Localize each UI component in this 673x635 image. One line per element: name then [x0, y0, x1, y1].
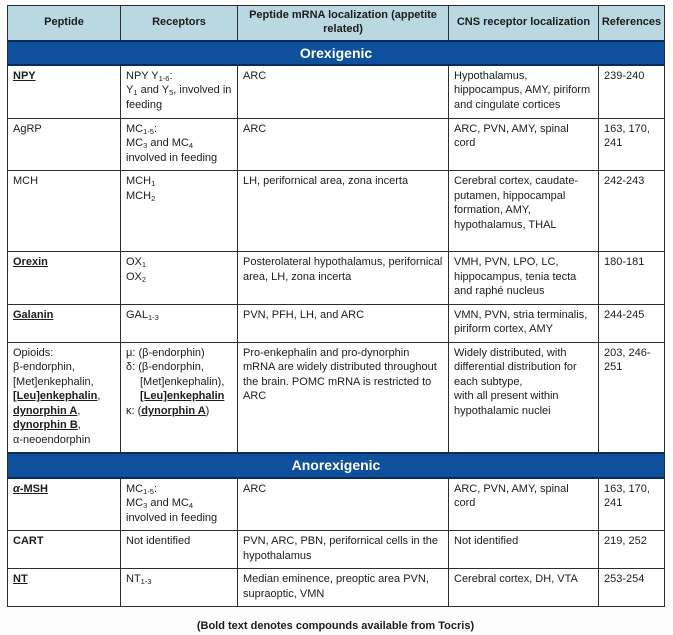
subscript-text: 5	[169, 88, 174, 98]
text-segment: OX	[126, 256, 142, 269]
cell-npy-references	[599, 65, 665, 118]
table-row-alpha-msh	[8, 478, 665, 531]
text-segment: α-neoendorphin	[13, 433, 91, 446]
cell-agrp-receptors	[121, 118, 238, 171]
column-header-mrna-localization: Peptide mRNA localization (appetite related)	[238, 6, 449, 41]
cell-line	[243, 534, 443, 563]
cell-orexin-receptors	[121, 252, 238, 305]
text-segment: Not identified	[454, 535, 519, 548]
cell-line	[243, 308, 443, 323]
text-segment: LH, perifornical area, zona incerta	[243, 175, 409, 188]
text-segment: Y	[126, 84, 134, 97]
cell-line	[454, 572, 593, 587]
cell-line	[604, 308, 659, 323]
text-segment: GAL	[126, 308, 149, 321]
section-row-orexigenic	[8, 41, 665, 65]
text-segment: VMN, PVN, stria terminalis, piriform cortex, AMY	[454, 308, 588, 336]
text-segment: ,	[77, 419, 81, 432]
text-segment: α	[13, 482, 20, 495]
cell-line	[126, 482, 232, 497]
cell-line	[126, 174, 232, 189]
cell-line	[604, 174, 659, 189]
text-segment: ,	[97, 390, 101, 403]
section-title: Anorexigenic	[8, 453, 665, 477]
cell-line	[126, 389, 232, 404]
text-segment: [Met]enkephalin),	[140, 375, 225, 388]
cell-cart-references	[599, 531, 665, 569]
table-row-npy	[8, 65, 665, 118]
cell-line	[13, 404, 115, 419]
cell-galanin-mrna-localization	[238, 304, 449, 342]
subscript-text: 1-5	[143, 486, 154, 496]
text-segment: Hypothalamus, hippocampus, AMY, piriform and cingulate cortices	[454, 69, 591, 111]
cell-alpha-msh-cns-receptor-localization	[449, 478, 599, 531]
column-header-references: References	[599, 6, 665, 41]
cell-npy-cns-receptor-localization	[449, 65, 599, 118]
subscript-text: 2	[141, 274, 147, 284]
text-segment: MCH	[126, 189, 152, 202]
cell-mch-references	[599, 171, 665, 252]
text-segment: δ: (β-endorphin,	[126, 361, 204, 374]
text-segment: and Y	[137, 84, 170, 97]
cell-galanin-peptide	[8, 304, 121, 342]
footnote: (Bold text denotes compounds available from Tocris)	[196, 620, 475, 633]
cell-mch-peptide	[8, 171, 121, 252]
text-segment: ARC	[243, 482, 267, 495]
text-segment: :	[169, 69, 173, 82]
cell-line	[454, 174, 593, 232]
text-segment: Pro-enkephalin and pro-dynorphin mRNA are widely distributed throughout the brain. POMC mRNA is restricted to ARC	[243, 346, 437, 403]
text-segment: )	[205, 404, 210, 417]
text-segment: involved in feeding	[126, 151, 218, 164]
text-segment: 253-254	[604, 573, 645, 586]
cell-opioids-peptide	[8, 342, 121, 453]
table-row-mch	[8, 171, 665, 252]
cell-cart-mrna-localization	[238, 531, 449, 569]
cell-line	[243, 346, 443, 404]
text-segment: μ: (β-endorphin)	[126, 346, 205, 359]
text-segment: 163, 170, 241	[604, 482, 650, 510]
table-row-nt	[8, 569, 665, 607]
subscript-text: 3	[143, 501, 148, 511]
text-segment: involved in feeding	[126, 511, 218, 524]
text-segment: NPY	[13, 69, 36, 82]
text-segment: Galanin	[13, 308, 54, 321]
cell-line	[126, 308, 232, 323]
cell-line	[13, 122, 115, 137]
text-segment: Median eminence, preoptic area PVN, supraoptic, VMN	[243, 573, 429, 600]
subscript-text: 1-3	[140, 577, 152, 587]
text-segment: MC	[126, 122, 144, 135]
text-segment: Cerebral cortex, DH, VTA	[454, 573, 578, 586]
cell-line	[13, 572, 115, 587]
cell-line	[604, 69, 659, 84]
cell-line	[126, 83, 232, 112]
cell-line	[243, 572, 443, 601]
text-segment: ARC	[243, 122, 267, 135]
cell-line	[126, 404, 232, 419]
cell-orexin-references	[599, 252, 665, 305]
text-segment: ARC	[243, 69, 267, 82]
text-segment: 239-240	[604, 69, 645, 82]
cell-line	[454, 346, 593, 390]
cell-npy-receptors	[121, 65, 238, 118]
cell-line	[126, 534, 232, 549]
column-header-peptide: Peptide	[8, 6, 121, 41]
subscript-text: 1-3	[148, 312, 159, 322]
cell-line	[13, 389, 115, 404]
table-head	[8, 6, 665, 41]
cell-alpha-msh-peptide	[8, 478, 121, 531]
text-segment: and MC	[147, 137, 189, 150]
section-title: Orexigenic	[8, 41, 665, 65]
cell-line	[454, 534, 593, 549]
subscript-text: 1	[151, 179, 156, 189]
cell-line	[13, 308, 115, 323]
cell-cart-peptide	[8, 531, 121, 569]
cell-galanin-receptors	[121, 304, 238, 342]
cell-line	[454, 232, 593, 246]
cell-line	[243, 174, 443, 189]
table-row-agrp	[8, 118, 665, 171]
text-segment: dynorphin B	[13, 419, 78, 432]
cell-agrp-peptide	[8, 118, 121, 171]
text-segment: Widely distributed, with differential distribution for each subtype,	[454, 346, 577, 388]
cell-line	[604, 122, 659, 151]
cell-npy-mrna-localization	[238, 65, 449, 118]
cell-alpha-msh-receptors	[121, 478, 238, 531]
text-segment: with all present within hypothalamic nuclei	[454, 390, 559, 417]
text-segment: :	[153, 482, 158, 495]
cell-line	[454, 122, 593, 151]
cell-opioids-references	[599, 342, 665, 453]
cell-line	[454, 389, 593, 418]
header-row	[8, 6, 665, 41]
column-header-receptors: Receptors	[121, 6, 238, 41]
cell-npy-peptide	[8, 65, 121, 118]
cell-opioids-mrna-localization	[238, 342, 449, 453]
cell-line	[13, 360, 115, 375]
subscript-text: 4	[188, 141, 194, 151]
cell-alpha-msh-mrna-localization	[238, 478, 449, 531]
table-row-orexin	[8, 252, 665, 305]
cell-line	[13, 255, 115, 270]
cell-line	[13, 174, 115, 189]
cell-line	[13, 375, 115, 390]
cell-orexin-mrna-localization	[238, 252, 449, 305]
cell-line	[243, 122, 443, 137]
text-segment: dynorphin A	[13, 404, 78, 417]
text-segment: 203, 246-251	[604, 346, 651, 374]
table-row-opioids	[8, 342, 665, 453]
cell-line	[126, 270, 232, 285]
cell-line	[243, 69, 443, 84]
cell-agrp-references	[599, 118, 665, 171]
subscript-text: 1-5	[143, 126, 154, 136]
cell-line	[126, 122, 232, 137]
table-body	[8, 41, 665, 607]
cell-galanin-cns-receptor-localization	[449, 304, 599, 342]
cell-nt-mrna-localization	[238, 569, 449, 607]
peptide-table	[7, 5, 665, 607]
cell-line	[13, 346, 115, 361]
text-segment: β-endorphin,	[13, 361, 75, 374]
cell-line	[126, 136, 232, 165]
cell-line	[243, 482, 443, 497]
text-segment: MC	[126, 497, 144, 510]
text-segment: NPY Y	[126, 69, 159, 82]
text-segment: [Met]enkephalin,	[13, 375, 94, 388]
text-segment: Opioids:	[13, 346, 54, 359]
cell-line	[13, 418, 115, 433]
cell-orexin-peptide	[8, 252, 121, 305]
subscript-text: 3	[143, 141, 148, 151]
text-segment: 180-181	[604, 256, 645, 269]
cell-alpha-msh-references	[599, 478, 665, 531]
text-segment: 163, 170, 241	[604, 122, 650, 150]
cell-line	[13, 433, 115, 448]
text-segment: Cerebral cortex, caudate-putamen, hippocampal formation, AMY, hypothalamus, THAL	[454, 175, 579, 231]
text-segment: , involved in feeding	[126, 84, 232, 111]
text-segment: Not identified	[126, 535, 191, 548]
text-segment: NT	[126, 573, 141, 586]
cell-line	[454, 255, 593, 299]
cell-cart-cns-receptor-localization	[449, 531, 599, 569]
text-segment: [Leu]enkephalin	[140, 390, 225, 403]
subscript-text: 1	[133, 88, 138, 98]
text-segment: κ: (	[126, 404, 142, 417]
cell-nt-receptors	[121, 569, 238, 607]
table-row-cart	[8, 531, 665, 569]
cell-agrp-cns-receptor-localization	[449, 118, 599, 171]
cell-line	[604, 572, 659, 587]
text-segment: :	[153, 122, 158, 135]
cell-line	[604, 534, 659, 549]
text-segment: MC	[126, 137, 144, 150]
cell-nt-cns-receptor-localization	[449, 569, 599, 607]
text-segment: PVN, PFH, LH, and ARC	[243, 308, 365, 321]
text-segment: 244-245	[604, 308, 645, 321]
text-segment: MCH	[126, 175, 152, 188]
text-segment: NT	[13, 573, 28, 586]
table-row-galanin	[8, 304, 665, 342]
cell-line	[454, 482, 593, 511]
cell-cart-receptors	[121, 531, 238, 569]
cell-line	[13, 482, 115, 497]
cell-line	[604, 482, 659, 511]
text-segment: CART	[13, 535, 44, 548]
text-segment: MC	[126, 482, 144, 495]
text-segment: dynorphin A	[141, 404, 206, 417]
cell-opioids-cns-receptor-localization	[449, 342, 599, 453]
cell-line	[126, 496, 232, 525]
text-segment: 219, 252	[604, 535, 647, 548]
cell-line	[126, 189, 232, 204]
cell-line	[604, 255, 659, 270]
text-segment: Orexin	[13, 256, 48, 269]
text-segment: -MSH	[19, 482, 48, 495]
text-segment: OX	[126, 270, 142, 283]
cell-mch-mrna-localization	[238, 171, 449, 252]
subscript-text: 2	[151, 193, 156, 203]
column-header-cns-receptor-localization: CNS receptor localization	[449, 6, 599, 41]
cell-line	[454, 69, 593, 113]
cell-mch-cns-receptor-localization	[449, 171, 599, 252]
text-segment: ARC, PVN, AMY, spinal cord	[454, 482, 569, 510]
cell-line	[454, 308, 593, 337]
cell-line	[126, 69, 232, 84]
text-segment: 242-243	[604, 175, 645, 188]
subscript-text: 1	[141, 260, 147, 270]
cell-line	[126, 255, 232, 270]
cell-line	[126, 375, 232, 390]
cell-opioids-receptors	[121, 342, 238, 453]
cell-line	[243, 255, 443, 284]
cell-orexin-cns-receptor-localization	[449, 252, 599, 305]
cell-nt-references	[599, 569, 665, 607]
text-segment: [Leu]enkephalin	[13, 390, 98, 403]
cell-line	[13, 534, 115, 549]
cell-agrp-mrna-localization	[238, 118, 449, 171]
text-segment: Posterolateral hypothalamus, perifornical area, LH, zona incerta	[243, 256, 443, 283]
cell-line	[604, 346, 659, 375]
cell-line	[126, 360, 232, 375]
text-segment: VMH, PVN, LPO, LC, hippocampus, tenia tecta and raphé nucleus	[454, 256, 577, 298]
text-segment: and MC	[147, 497, 189, 510]
text-segment: PVN, ARC, PBN, perifornical cells in the hypothalamus	[243, 535, 439, 562]
cell-nt-peptide	[8, 569, 121, 607]
cell-galanin-references	[599, 304, 665, 342]
text-segment: MCH	[13, 175, 39, 188]
cell-line	[126, 572, 232, 587]
text-segment: ,	[77, 404, 81, 417]
text-segment: ARC, PVN, AMY, spinal cord	[454, 122, 569, 150]
subscript-text: 1-6	[158, 73, 170, 83]
subscript-text: 4	[188, 501, 194, 511]
cell-line	[13, 69, 115, 84]
text-segment: AgRP	[13, 122, 42, 135]
section-row-anorexigenic	[8, 453, 665, 477]
cell-mch-receptors	[121, 171, 238, 252]
cell-line	[126, 346, 232, 361]
